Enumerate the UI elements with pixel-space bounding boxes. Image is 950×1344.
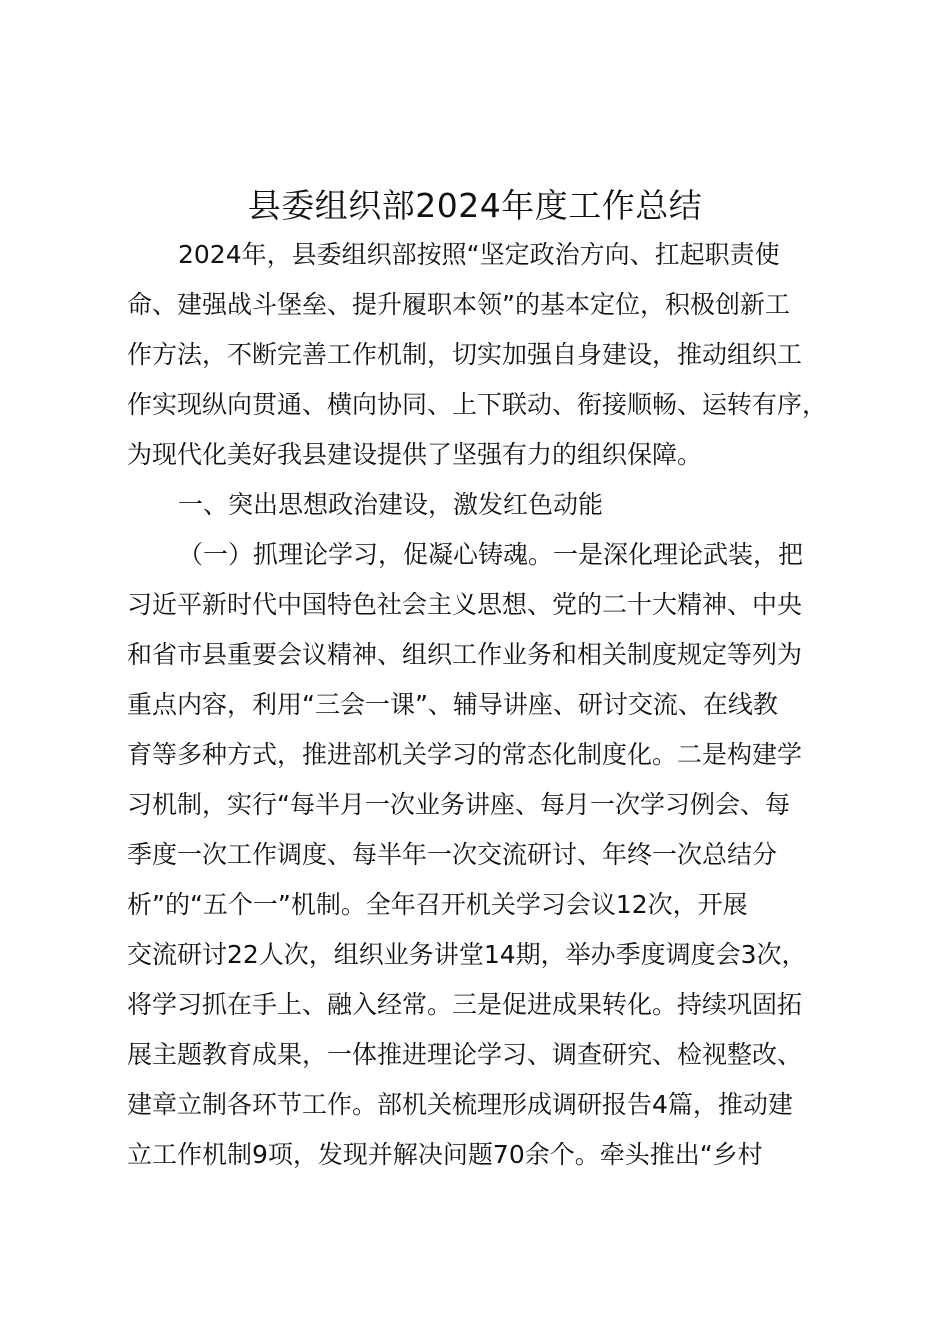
heading-text: 一、突出思想政治建设，激发红色动能 bbox=[178, 490, 604, 519]
paragraph-line bbox=[0, 230, 950, 280]
paragraph-line bbox=[0, 780, 950, 830]
paragraph-line bbox=[0, 530, 950, 580]
paragraph-line bbox=[0, 880, 950, 930]
line-text: 和省市县重要会议精神、组织工作业务和相关制度规定等列为 bbox=[127, 640, 803, 669]
line-text: 2024年，县委组织部按照“坚定政治方向、扛起职责使 bbox=[178, 240, 780, 269]
paragraph-line bbox=[0, 830, 950, 880]
paragraph-line bbox=[0, 580, 950, 630]
paragraph-line bbox=[0, 330, 950, 380]
line-text: 作方法，不断完善工作机制，切实加强自身建设，推动组织工 bbox=[127, 340, 803, 369]
paragraph-line bbox=[0, 980, 950, 1030]
line-text: 交流研讨22人次，组织业务讲堂14期，举办季度调度会3次， bbox=[127, 940, 807, 969]
paragraph-line bbox=[0, 1080, 950, 1130]
line-text: 建章立制各环节工作。部机关梳理形成调研报告4篇，推动建 bbox=[127, 1090, 793, 1119]
paragraph-line bbox=[0, 630, 950, 680]
line-text: 为现代化美好我县建设提供了坚强有力的组织保障。 bbox=[127, 440, 703, 469]
paragraph-line bbox=[0, 1130, 950, 1180]
paragraph-line bbox=[0, 280, 950, 330]
line-text: 习近平新时代中国特色社会主义思想、党的二十大精神、中央 bbox=[127, 590, 803, 619]
paragraph-line bbox=[0, 430, 950, 480]
line-text: 展主题教育成果，一体推进理论学习、调查研究、检视整改、 bbox=[127, 1040, 803, 1069]
line-text: 析”的“五个一”机制。全年召开机关学习会议12次，开展 bbox=[127, 890, 748, 919]
paragraph-line bbox=[0, 730, 950, 780]
line-text: 重点内容，利用“三会一课”、辅导讲座、研讨交流、在线教 bbox=[127, 690, 778, 719]
line-text: 立工作机制9项，发现并解决问题70余个。牵头推出“乡村 bbox=[127, 1140, 763, 1169]
line-text: （一）抓理论学习，促凝心铸魂。一是深化理论武装，把 bbox=[178, 540, 804, 569]
line-text: 将学习抓在手上、融入经常。三是促进成果转化。持续巩固拓 bbox=[127, 990, 803, 1019]
paragraph-line bbox=[0, 680, 950, 730]
document-title: 县委组织部2024年度工作总结 bbox=[247, 186, 703, 225]
section-heading bbox=[0, 480, 950, 530]
paragraph-line bbox=[0, 380, 950, 430]
line-text: 季度一次工作调度、每半年一次交流研讨、年终一次总结分 bbox=[127, 840, 778, 869]
line-text: 习机制，实行“每半月一次业务讲座、每月一次学习例会、每 bbox=[127, 790, 790, 819]
line-text: 育等多种方式，推进部机关学习的常态化制度化。二是构建学 bbox=[127, 740, 803, 769]
paragraph-line bbox=[0, 1030, 950, 1080]
paragraph-line bbox=[0, 930, 950, 980]
line-text: 命、建强战斗堡垒、提升履职本领”的基本定位，积极创新工 bbox=[127, 290, 790, 319]
line-text: 作实现纵向贯通、横向协同、上下联动、衔接顺畅、运转有序， bbox=[127, 390, 828, 419]
